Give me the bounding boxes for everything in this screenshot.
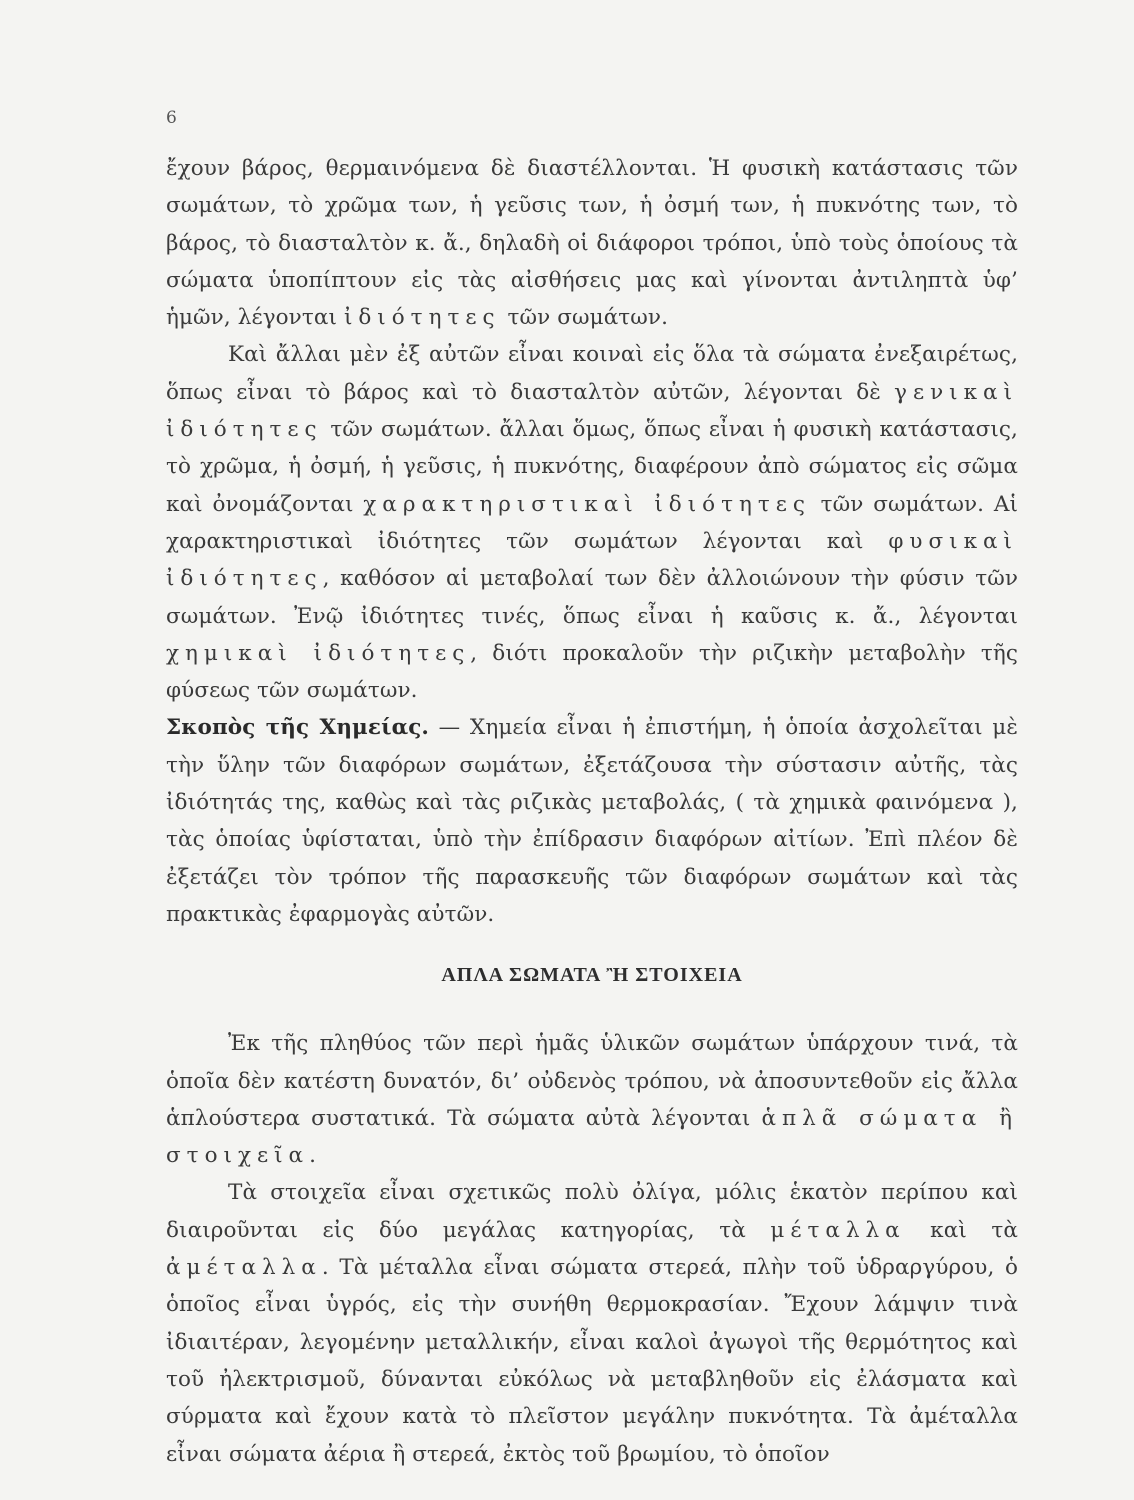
text-run: — Χημεία εἶναι ἡ ἐπιστήμη, ἡ ὁποία ἀσχολεῖται μὲ τὴν ὕλην τῶν διαφόρων σωμάτων, ἐξετάζουσα τὴν σύστασιν αὐτῆς, τὰς ἰδιότητάς της, καθὼς καὶ τὰς ριζικὰς μεταβολάς, ( τὰ χημικὰ φαινόμενα ), τὰς ὁποίας ὑφίσταται, ὑπὸ τὴν ἐπίδρασιν διαφόρων αἰτίων. Ἐπὶ πλέον δὲ ἐξετάζει τὸν τρόπον τῆς παρασκευῆς τῶν διαφόρων σωμάτων καὶ τὰς πρακτικὰς ἐφαρμογὰς αὐτῶν. <box>166 715 1018 927</box>
body-text <box>166 150 1018 1473</box>
text-run: καὶ τὰ <box>905 1217 1018 1243</box>
text-run: . <box>309 1143 316 1169</box>
spaced-term: ἀμέταλλα <box>166 1255 322 1281</box>
spaced-term: χημικαὶ ἰδιότητες <box>166 640 471 666</box>
text-run: Ἐκ τῆς πληθύος τῶν περὶ ἡμᾶς ὑλικῶν σωμάτων ὑπάρχουν τινά, τὰ ὁποῖα δὲν κατέστη δυνατόν, δι’ οὐδενὸς τρόπου, νὰ ἀποσυντεθοῦν εἰς ἄλλα ἁπλούστερα συστατικά. Τὰ σώματα αὐτὰ λέγονται <box>166 1031 1018 1131</box>
spaced-term: γενικαὶ ἰδιότητες <box>166 379 1018 443</box>
paragraph-general-properties <box>166 336 1018 709</box>
spaced-term: μέταλλα <box>770 1217 906 1243</box>
text-run: . Τὰ μέταλλα εἶναι σώματα στερεά, πλὴν τοῦ ὑδραργύρου, ὁ ὁποῖος εἶναι ὑγρός, εἰς τὴν συνήθη θερμοκρασίαν. Ἔχουν λάμψιν τινὰ ἰδιαιτέραν, λεγομένην μεταλλικήν, εἶναι καλοὶ ἀγωγοὶ τῆς θερμότητος καὶ τοῦ ἠλεκτρισμοῦ, δύνανται εὐκόλως νὰ μεταβληθοῦν εἰς ἐλάσματα καὶ σύρματα καὶ ἔχουν κατὰ τὸ πλεῖστον μεγάλην πυκνότητα. Τὰ ἀμέταλλα εἶναι σώματα ἀέρια ἢ στερεά, ἐκτὸς τοῦ βρωμίου, τὸ ὁποῖον <box>166 1255 1018 1467</box>
text-run: , καθόσον αἱ μεταβολαί των δὲν ἀλλοιώνουν τὴν φύσιν τῶν σωμάτων. Ἐνῷ ἰδιότητες τινές, ὅπως εἶναι ἡ καῦσις κ. ἄ., λέγονται <box>166 566 1018 629</box>
paragraph-simple-bodies <box>166 1025 1018 1174</box>
paragraph-elements <box>166 1174 1018 1472</box>
text-run: , διότι προκαλοῦν τὴν ριζικὴν μεταβολὴν τῆς φύσεως τῶν σωμάτων. <box>166 640 1018 704</box>
paragraph-properties <box>166 150 1018 336</box>
text-run: Τὰ στοιχεῖα εἶναι σχετικῶς πολὺ ὀλίγα, μόλις ἑκατὸν περίπου καὶ διαιροῦνται εἰς δύο μεγάλας κατηγορίας, τὰ <box>166 1180 1018 1243</box>
paragraph-purpose-of-chemistry <box>166 709 1018 933</box>
text-run: τῶν σωμάτων. ἄλλαι ὅμως, ὅπως εἶναι ἡ φυσικὴ κατάστασις, τὸ χρῶμα, ἡ ὀσμή, ἡ γεῦσις, ἡ πυκνότης, διαφέρουν ἀπὸ σώματος εἰς σῶμα καὶ ὀνομάζονται <box>166 417 1018 517</box>
section-title: Σκοπὸς τῆς Χημείας. <box>166 715 429 741</box>
text-run: Καὶ ἄλλαι μὲν ἐξ αὐτῶν εἶναι κοιναὶ εἰς ὅλα τὰ σώματα ἐνεξαιρέτως, ὅπως εἶναι τὸ βάρος καὶ τὸ διασταλτὸν αὐτῶν, λέγονται δὲ <box>166 342 1018 405</box>
page-number: 6 <box>166 108 177 128</box>
spaced-term: φυσικαὶ ἰδιότητες <box>166 528 1018 592</box>
text-run: τῶν σωμάτων. <box>500 305 669 331</box>
spaced-term: χαρακτηριστικαὶ ἰδιότητες <box>363 491 811 517</box>
text-run: ἔχουν βάρος, θερμαινόμενα δὲ διαστέλλονται. Ἡ φυσικὴ κατάστασις τῶν σωμάτων, τὸ χρῶμα των, ἡ γεῦσις των, ἡ ὀσμή των, ἡ πυκνότης των, τὸ βάρος, τὸ διασταλτὸν κ. ἄ., δηλαδὴ οἱ διάφοροι τρόποι, ὑπὸ τοὺς ὁποίους τὰ σώματα ὑποπίπτουν εἰς τὰς αἰσθήσεις μας καὶ γίνονται ἀντιληπτὰ ὑφ’ ἡμῶν, λέγονται <box>166 156 1018 331</box>
spaced-term: ἁπλᾶ σώματα ἢ στοιχεῖα <box>166 1105 1018 1169</box>
spaced-term: ἰδιότητες <box>343 305 501 331</box>
text-run: τῶν σωμάτων. Αἱ χαρακτηριστικαὶ ἰδιότητες τῶν σωμάτων λέγονται καὶ <box>166 491 1018 554</box>
section-heading: ΑΠΛΑ ΣΩΜΑΤΑ Ἢ ΣΤΟΙΧΕΙΑ <box>441 964 743 987</box>
